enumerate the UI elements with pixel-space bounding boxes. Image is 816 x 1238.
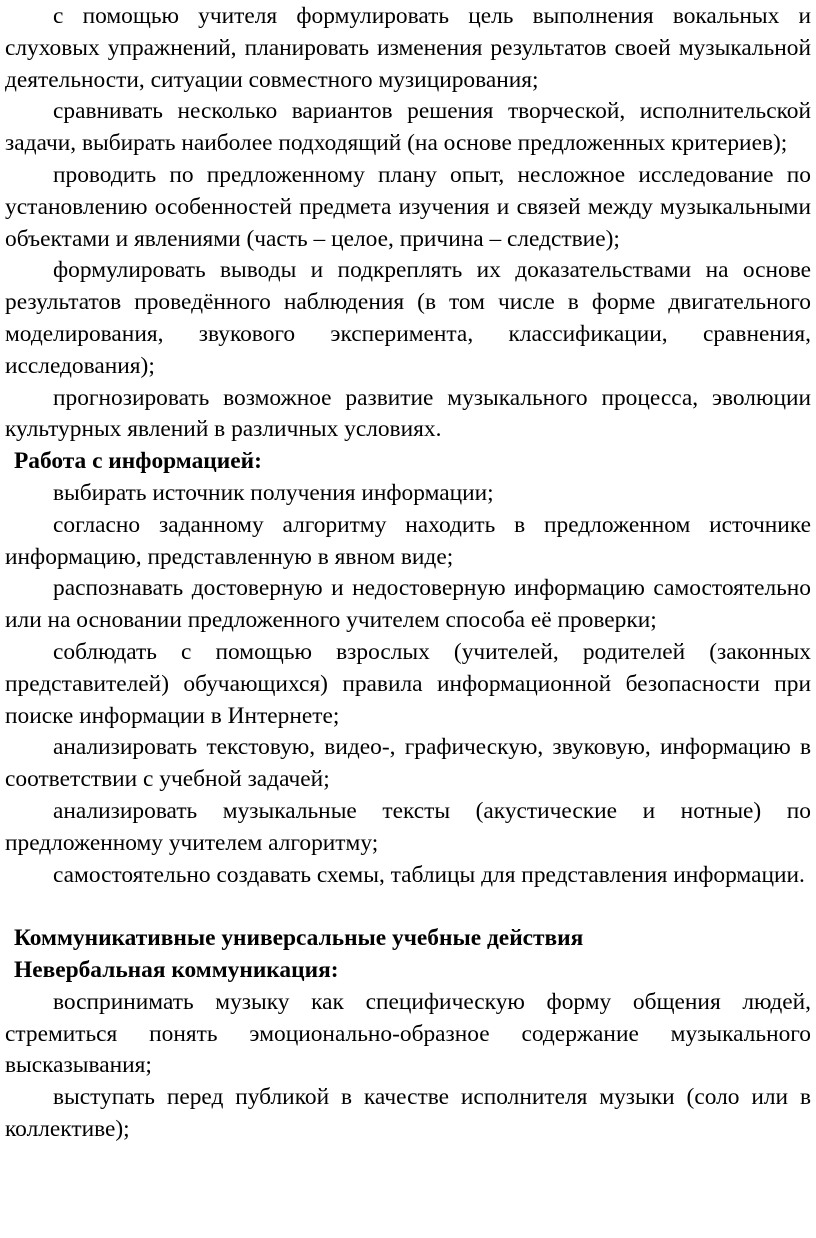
paragraph: сравнивать несколько вариантов решения творческой, исполнительской задачи, выбирать наиболее подходящий (на основе предложенных критериев);	[5, 98, 811, 157]
section-heading-information: Работа с информацией:	[14, 448, 262, 475]
nonverbal-skills-list	[5, 987, 816, 1146]
paragraph: выбирать источник получения информации;	[53, 479, 494, 506]
section-heading-communicative: Коммуникативные универсальные учебные действия	[14, 925, 584, 952]
paragraph: согласно заданному алгоритму находить в предложенном источнике информацию, представленную в явном виде;	[5, 511, 811, 570]
paragraph: формулировать выводы и подкреплять их доказательствами на основе результатов проведённого наблюдения (в том числе в форме двигательного моделирования, звукового эксперимента, классификации, сравнения, исследования);	[5, 257, 811, 379]
paragraph: соблюдать с помощью взрослых (учителей, родителей (законных представителей) обучающихся) правила информационной безопасности при поиске информации в Интернете;	[5, 638, 811, 729]
paragraph: анализировать музыкальные тексты (акустические и нотные) по предложенному учителем алгоритму;	[5, 797, 811, 856]
information-skills-list	[5, 478, 816, 891]
paragraph: выступать перед публикой в качестве исполнителя музыки (соло или в коллективе);	[5, 1084, 811, 1142]
blank-line	[5, 891, 816, 923]
paragraph: распознавать достоверную и недостоверную информацию самостоятельно или на основании предложенного учителем способа её проверки;	[5, 575, 811, 634]
paragraph: проводить по предложенному плану опыт, несложное исследование по установлению особенностей предмета изучения и связей между музыкальными объектами и явлениями (часть – целое, причина – следствие);	[5, 161, 811, 252]
paragraph: с помощью учителя формулировать цель выполнения вокальных и слуховых упражнений, планировать изменения результатов своей музыкальной деятельности, ситуации совместного музицирования;	[5, 3, 811, 93]
paragraph: прогнозировать возможное развитие музыкального процесса, эволюции культурных явлений в различных условиях.	[5, 384, 811, 443]
paragraph: самостоятельно создавать схемы, таблицы для представления информации.	[53, 861, 805, 888]
research-skills-list	[5, 1, 816, 446]
paragraph: анализировать текстовую, видео-, графическую, звуковую, информацию в соответствии с учебной задачей;	[5, 734, 811, 793]
section-heading-nonverbal: Невербальная коммуникация:	[14, 956, 339, 983]
paragraph: воспринимать музыку как специфическую форму общения людей, стремиться понять эмоционально-образное содержание музыкального высказывания;	[5, 988, 811, 1079]
